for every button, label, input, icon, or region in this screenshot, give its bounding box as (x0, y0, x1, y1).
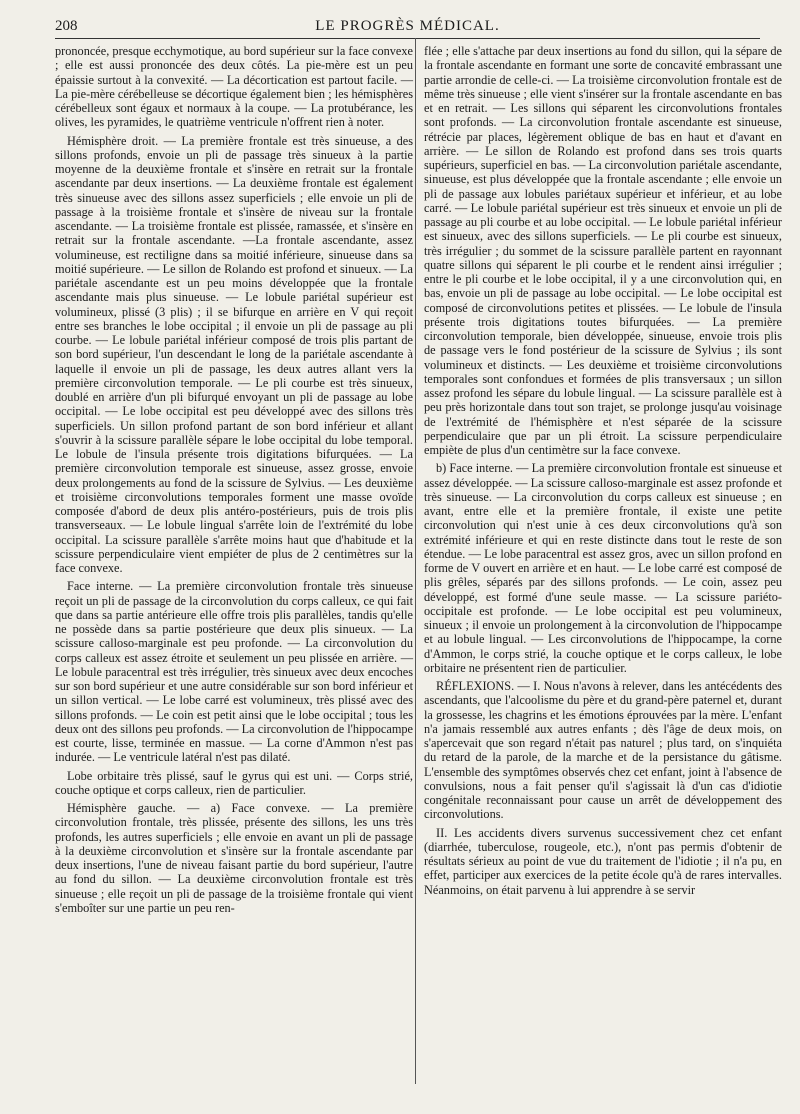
paragraph: b) Face interne. — La première circonvolution frontale est sinueuse et assez développée. — La scissure calloso-marginale est assez profonde et très sinueuse. — La circonvolution du corps calleux est sinueuse ; en avant, entre elle et la première frontale, il existe une petite circonvolution qui n'est unie à ces deux circonvolutions qu'à son extrémité inférieure et qui en reste distincte dans tout le reste de son étendue. — Le lobe paracentral est assez gros, avec un sillon profond en forme de V ouvert en arrière et en haut. — Le lobe carré est composé de plis grêles, séparés par des sillons profonds. — Le coin, assez peu développé, est formé d'une seule masse. — La scissure pariéto-occipitale est profonde. — Le lobe occipital est peu volumineux, sinueux ; il envoie un prolongement à la circonvolution de l'hippocampe et au lobule lingual. — Les circonvolutions de l'hippocampe, la corne d'Ammon, le corps strié, la couche optique et le corps calleux, le lobe orbitaire ne présentent rien de particulier. (424, 461, 782, 675)
paragraph: flée ; elle s'attache par deux insertions au fond du sillon, qui la sépare de la frontale ascendante en formant une sorte de concavité embrassant une partie arrondie de celle-ci. — La troisième circonvolution frontale est de même très sinueuse ; elle vient s'insérer sur la frontale ascendante en bas et en retrait. — Les sillons qui séparent les circonvolutions frontales sont profonds. — La circonvolution frontale ascendante est sinueuse, rétrécie par places, légèrement oblique de bas en haut et d'avant en arrière. — Le sillon de Rolando est profond dans ses trois quarts supérieurs, superficiel en bas. — La circonvolution pariétale ascendante, sinueuse, est plus développée que la frontale ascendante ; elle envoie un pli de passage aux lobules pariétaux supérieur et inférieur, et au lobe carré. — Le lobule pariétal supérieur est très sinueux et envoie un pli de passage au pli courbe et au lobe occipital. — Le lobule pariétal inférieur est sinueux, avec des sillons superficiels. — Le pli courbe est sinueux, très irrégulier ; du sommet de la scissure parallèle partent en rayonnant quatre sillons qui séparent le pli courbe et le rendent ainsi irrégulier ; entre le pli courbe et le lobe occipital, il y a une circonvolution qui, en bas, envoie un pli de passage au lobe occipital. — Le lobe occipital est composé de circonvolutions petites et plissées. — Le lobule de l'insula présente trois digitations toutes bifurquées. — La première circonvolution temporale, bien développée, sinueuse, envoie trois plis de passage vers le fond postérieur de la scissure de Sylvius ; ils sont volumineux et distincts. — Les deuxième et troisième circonvolutions temporales sont confondues et formées de plis transversaux ; un sillon assez profond les sépare du lobule lingual. — La scissure parallèle est à peu près horizontale dans tout son trajet, se prolonge jusqu'au voisinage de l'extrémité de l'hémisphère et n'est séparée de la scissure perpendiculaire que par un pli étroit. La scissure perpendiculaire empiète de plus d'un centimètre sur la face convexe. (424, 44, 782, 457)
running-header (55, 12, 760, 39)
paragraph: II. Les accidents divers survenus successivement chez cet enfant (diarrhée, tuberculose, rougeole, etc.), n'ont pas permis d'obtenir de résultats sérieux au point de vue du traitement de l'idiotie ; il n'a pu, en effet, participer aux exercices de la petite école qu'à de rares intervalles. Néanmoins, on était parvenu à lui apprendre à se servir (424, 825, 782, 897)
paragraph: Hémisphère gauche. — a) Face convexe. — La première circonvolution frontale, très plissée, présente des sillons, les uns très profonds, les autres superficiels ; elle envoie en avant un pli de passage à la deuxième circonvolution et s'insère sur la frontale ascendante par deux insertions, l'une de niveau faisant partie du bord supérieur, l'autre au fond du sillon. — La deuxième circonvolution frontale est très sinueuse ; elle reçoit un pli de passage de la troisième frontale qui vient s'emboîter sur une partie un peu ren- (55, 801, 413, 915)
page-number: 208 (55, 18, 78, 34)
right-column (424, 44, 782, 901)
paragraph: Hémisphère droit. — La première frontale est très sinueuse, a des sillons profonds, envoie un pli de passage très sinueux à la partie moyenne de la deuxième frontale et s'insère en retrait sur la frontale ascendante par deux insertions. — La deuxième frontale est également très sinueuse avec des sillons assez superficiels ; elle envoie un pli de passage à la troisième frontale et s'insère de niveau sur la frontale ascendante. — La troisième frontale est plissée, ramassée, et s'insère en retrait sur la frontale ascendante. —La frontale ascendante, assez volumineuse, est rectiligne dans sa moitié inférieure, sinueuse dans sa moitié supérieure. — Le sillon de Rolando est profond et sinueux. — La pariétale ascendante est un peu moins développée que la frontale ascendante mais plus sinueuse. — Le lobule pariétal supérieur est volumineux, plissé (3 plis) ; il se bifurque en arrière en V qui reçoit entre ses branches le lobe occipital ; il envoie un pli de passage au pli courbe. — Le lobule pariétal inférieur composé de trois plis partant de son bord supérieur, l'un descendant le long de la pariétale ascendante à laquelle il envoie un pli de passage, les deux autres allant vers la première circonvolution temporale. — Le pli courbe est très sinueux, doublé en arrière d'un pli bifurqué envoyant un pli de passage au lobe occipital. — Le lobe occipital est peu développé avec des sillons très superficiels. Un sillon profond partant de son bord inférieur et allant s'ouvrir à la scissure parallèle sépare le lobe occipital du lobe temporal. Le lobule de l'insula présente trois digitations bifurquées. — La première circonvolution temporale est sinueuse, assez grosse, envoie deux prolongements au fond de la scissure de Sylvius. — Les deuxième et troisième circonvolutions temporales forment une masse ovoïde composée d'abord de deux plis antéro-postérieurs, puis de trois plis transverseaux. — Le lobule lingual s'arrête loin de l'extrémité du lobe occipital. La scissure parallèle s'arrête moins haut que d'habitude et la scissure perpendiculaire vient empiéter de plus de 2 centimètres sur la face convexe. (55, 133, 413, 575)
left-column (55, 44, 413, 919)
column-divider (415, 38, 416, 1084)
paragraph: Face interne. — La première circonvolution frontale très sinueuse reçoit un pli de passage de la circonvolution du corps calleux, ce qui fait que dans sa partie antérieure elle offre trois plis parallèles, tandis qu'elle ne possède dans sa partie postérieure que deux plis sinueux. — La scissure calloso-marginale est peu profonde. — La circonvolution du corps calleux est assez étroite et seulement un peu plissée en arrière. — Le lobule paracentral est très irrégulier, très sinueux avec deux encoches sur son bord supérieur et une autre considérable sur son bord inférieur et un sillon vertical. — Le lobe carré est volumineux, très plissé avec des sillons profonds. — Le coin est petit ainsi que le lobe occipital ; tous les deux ont des sillons peu profonds. — La circonvolution de l'hippocampe est courte, lisse, terminée en massue. — La corne d'Ammon n'est pas indurée. — Le ventricule latéral n'est pas dilaté. (55, 579, 413, 765)
journal-title: LE PROGRÈS MÉDICAL. (315, 18, 500, 34)
paragraph: prononcée, presque ecchymotique, au bord supérieur sur la face convexe ; elle est aussi prononcée des deux côtés. La pie-mère est un peu épaissie surtout à la convexité. — La décortication est partout facile. — La pie-mère cérébelleuse se décortique également bien ; les hémisphères cérébelleux sont égaux et normaux à la coupe. — La protubérance, les olives, les pyramides, le quatrième ventricule n'offrent rien à noter. (55, 44, 413, 130)
paragraph: RÉFLEXIONS. — I. Nous n'avons à relever, dans les antécédents des ascendants, que l'alcoolisme du père et du grand-père paternel et, durant la grossesse, les chagrins et les émotions éprouvées par la mère. L'enfant n'a jamais ressemblé aux autres enfants ; dès l'âge de deux mois, on s'apercevait que son regard n'était pas naturel ; plus tard, on s'inquiéta du retard de la parole, de la marche et de la persistance du gâtisme. L'ensemble des symptômes observés chez cet enfant, joint à l'absence de convulsions, nous a fait penser qu'il s'agissait là d'un cas d'idiotie congénitale reconnaissant pour cause un arrêt de développement des circonvolutions. (424, 679, 782, 822)
paragraph: Lobe orbitaire très plissé, sauf le gyrus qui est uni. — Corps strié, couche optique et corps calleux, rien de particulier. (55, 768, 413, 797)
